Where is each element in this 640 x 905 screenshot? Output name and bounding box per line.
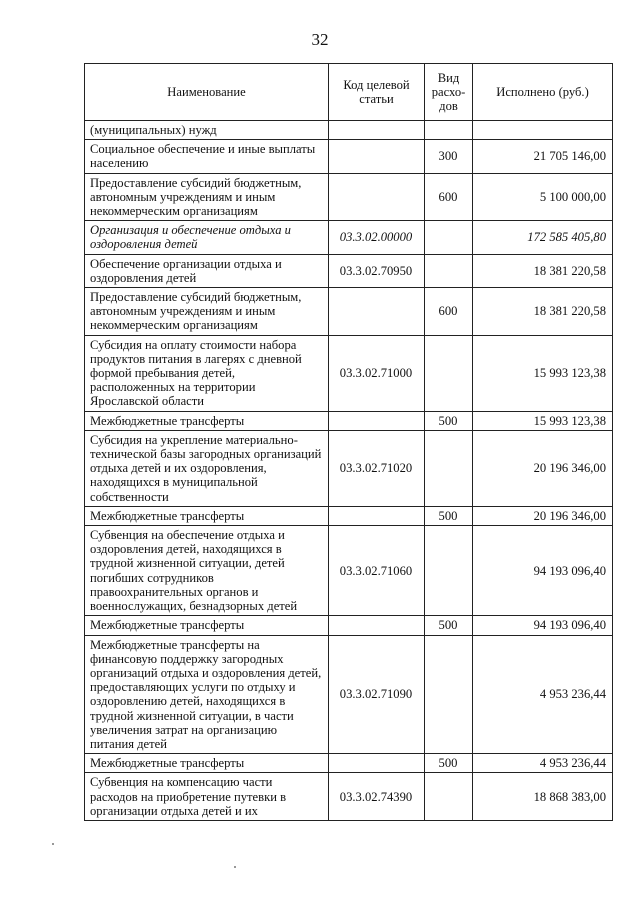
row-code-cell: 03.3.02.70950 — [329, 254, 425, 287]
table-row — [85, 288, 613, 336]
row-sum-cell: 15 993 123,38 — [473, 411, 613, 430]
row-name-cell: Межбюджетные трансферты — [85, 616, 329, 635]
row-name-cell: Предоставление субсидий бюджетным, автономным учреждениям и иным некоммерческим организациям — [85, 173, 329, 221]
row-code-cell — [329, 616, 425, 635]
row-sum-cell: 5 100 000,00 — [473, 173, 613, 221]
row-name-cell: Межбюджетные трансферты — [85, 754, 329, 773]
row-code-cell — [329, 754, 425, 773]
row-sum-cell: 18 868 383,00 — [473, 773, 613, 821]
row-name-cell: Предоставление субсидий бюджетным, автономным учреждениям и иным некоммерческим организациям — [85, 288, 329, 336]
row-code-cell: 03.3.02.74390 — [329, 773, 425, 821]
page-number: 32 — [311, 30, 329, 49]
row-name-cell: Субвенция на компенсацию части расходов на приобретение путевки в организации отдыха детей и их — [85, 773, 329, 821]
row-type-cell: 600 — [425, 288, 473, 336]
row-type-cell — [425, 526, 473, 616]
header-name: Наименование — [85, 64, 329, 121]
row-name-cell: Субсидия на оплату стоимости набора продуктов питания в лагерях с дневной формой пребывания детей, расположенных на территории Ярославской области — [85, 335, 329, 411]
row-code-cell — [329, 173, 425, 221]
table-row — [85, 335, 613, 411]
row-sum-cell: 20 196 346,00 — [473, 430, 613, 506]
row-sum-cell: 94 193 096,40 — [473, 616, 613, 635]
row-type-cell — [425, 335, 473, 411]
row-sum-cell — [473, 121, 613, 140]
row-sum-cell: 94 193 096,40 — [473, 526, 613, 616]
row-type-cell: 500 — [425, 754, 473, 773]
row-type-cell — [425, 221, 473, 254]
row-type-cell — [425, 773, 473, 821]
row-type-cell — [425, 254, 473, 287]
row-name-cell: Организация и обеспечение отдыха и оздоровления детей — [85, 221, 329, 254]
row-sum-cell: 15 993 123,38 — [473, 335, 613, 411]
scan-speck — [52, 843, 54, 845]
row-type-cell: 500 — [425, 616, 473, 635]
row-name-cell: Обеспечение организации отдыха и оздоровления детей — [85, 254, 329, 287]
row-code-cell: 03.3.02.71090 — [329, 635, 425, 754]
table-body — [85, 121, 613, 821]
row-code-cell — [329, 140, 425, 173]
table-row — [85, 121, 613, 140]
row-name-cell: (муниципальных) нужд — [85, 121, 329, 140]
row-code-cell — [329, 411, 425, 430]
row-sum-cell: 18 381 220,58 — [473, 288, 613, 336]
scan-speck — [234, 866, 236, 868]
row-name-cell: Межбюджетные трансферты — [85, 506, 329, 525]
table-row — [85, 411, 613, 430]
table-row — [85, 254, 613, 287]
row-type-cell: 300 — [425, 140, 473, 173]
row-sum-cell: 20 196 346,00 — [473, 506, 613, 525]
table-row — [85, 506, 613, 525]
table-row — [85, 140, 613, 173]
row-code-cell: 03.3.02.00000 — [329, 221, 425, 254]
table-row — [85, 754, 613, 773]
table-row — [85, 526, 613, 616]
row-sum-cell: 172 585 405,80 — [473, 221, 613, 254]
budget-table — [84, 63, 613, 821]
row-type-cell — [425, 430, 473, 506]
row-name-cell: Субсидия на укрепление материально-технической базы загородных организаций отдыха детей и их оздоровления, находящихся в муниципальной собственности — [85, 430, 329, 506]
row-sum-cell: 4 953 236,44 — [473, 635, 613, 754]
row-type-cell: 600 — [425, 173, 473, 221]
table-row — [85, 616, 613, 635]
table-row — [85, 635, 613, 754]
row-code-cell — [329, 288, 425, 336]
table-header-row — [85, 64, 613, 121]
row-type-cell: 500 — [425, 506, 473, 525]
row-type-cell: 500 — [425, 411, 473, 430]
row-name-cell: Межбюджетные трансферты на финансовую поддержку загородных организаций отдыха и оздоровления детей, предоставляющих услуги по отдыху и оздоровлению детей, находящихся в трудной жизненной ситуации, в части увеличения затрат на организацию питания детей — [85, 635, 329, 754]
header-sum: Исполнено (руб.) — [473, 64, 613, 121]
row-sum-cell: 21 705 146,00 — [473, 140, 613, 173]
row-code-cell: 03.3.02.71020 — [329, 430, 425, 506]
row-name-cell: Межбюджетные трансферты — [85, 411, 329, 430]
row-code-cell — [329, 506, 425, 525]
header-code: Код целевой статьи — [329, 64, 425, 121]
row-sum-cell: 18 381 220,58 — [473, 254, 613, 287]
row-sum-cell: 4 953 236,44 — [473, 754, 613, 773]
header-type: Вид расхо-дов — [425, 64, 473, 121]
table-row — [85, 773, 613, 821]
row-code-cell — [329, 121, 425, 140]
row-code-cell: 03.3.02.71060 — [329, 526, 425, 616]
row-code-cell: 03.3.02.71000 — [329, 335, 425, 411]
row-type-cell — [425, 635, 473, 754]
table-row — [85, 430, 613, 506]
row-name-cell: Социальное обеспечение и иные выплаты населению — [85, 140, 329, 173]
table-row — [85, 173, 613, 221]
row-name-cell: Субвенция на обеспечение отдыха и оздоровления детей, находящихся в трудной жизненной ситуации, детей погибших сотрудников правоохранительных органов и военнослужащих, безнадзорных детей — [85, 526, 329, 616]
table-row — [85, 221, 613, 254]
row-type-cell — [425, 121, 473, 140]
